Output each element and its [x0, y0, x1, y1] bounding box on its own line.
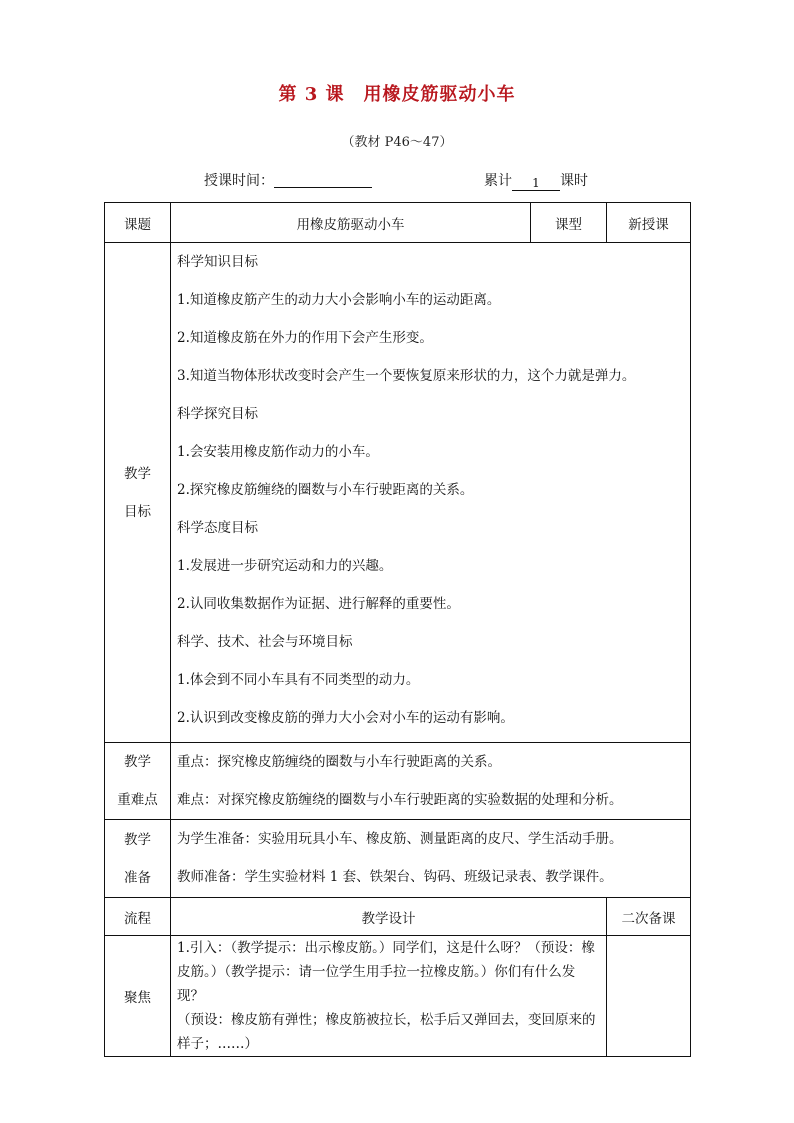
- topic-value: 用橡皮筋驱动小车: [171, 203, 531, 243]
- teacher-prep-line: 教师准备：学生实验材料 1 套、铁架台、钩码、班级记录表、教学课件。: [177, 869, 613, 885]
- goal-line: 2.认同收集数据作为证据、进行解释的重要性。: [177, 596, 460, 612]
- goal-line: 1.会安装用橡皮筋作动力的小车。: [177, 444, 379, 460]
- focus-line: 样子；……）: [177, 1036, 258, 1052]
- type-value: 新授课: [607, 203, 691, 243]
- focus-line: （预设：橡皮筋有弹性；橡皮筋被拉长，松手后又弹回去，变回原来的: [177, 1012, 596, 1028]
- textbook-pages: （教材 P46～47）: [341, 135, 453, 150]
- goal-line: 科学、技术、社会与环境目标: [177, 634, 353, 650]
- teaching-time-label: 授课时间：: [204, 173, 274, 189]
- topic-row: [105, 203, 691, 243]
- focus-line: 1.引入：（教学提示：出示橡皮筋。）同学们，这是什么呀？（预设：橡: [177, 940, 595, 956]
- teaching-time-blank[interactable]: [274, 173, 372, 188]
- goal-line: 科学态度目标: [177, 520, 258, 536]
- lesson-plan-table: [104, 202, 691, 1057]
- focus-content: [171, 936, 607, 1057]
- goal-line: 科学探究目标: [177, 406, 258, 422]
- lesson-title: 第 3 课 用橡皮筋驱动小车: [278, 84, 516, 105]
- design-header: 教学设计: [171, 898, 607, 936]
- difficult-point-line: 难点：对探究橡皮筋缠绕的圈数与小车行驶距离的实验数据的处理和分析。: [177, 792, 623, 808]
- second-prep-header: 二次备课: [607, 898, 691, 936]
- key-point-line: 重点：探究橡皮筋缠绕的圈数与小车行驶距离的关系。: [177, 754, 501, 770]
- goal-line: 2.知道橡皮筋在外力的作用下会产生形变。: [177, 330, 433, 346]
- prep-label: 教学 准备: [105, 820, 171, 898]
- goal-line: 科学知识目标: [177, 254, 258, 270]
- goals-row: [105, 243, 691, 743]
- student-prep-line: 为学生准备：实验用玩具小车、橡皮筋、测量距离的皮尺、学生活动手册。: [177, 831, 623, 847]
- prep-content: [171, 820, 691, 898]
- goal-line: 1.体会到不同小车具有不同类型的动力。: [177, 672, 420, 688]
- goal-line: 1.知道橡皮筋产生的动力大小会影响小车的运动距离。: [177, 292, 501, 308]
- goals-content: [171, 243, 691, 743]
- focus-row: [105, 936, 691, 1057]
- type-label: 课型: [531, 203, 607, 243]
- focus-label: 聚焦: [105, 936, 171, 1057]
- teaching-time: [204, 170, 372, 190]
- flow-header: 流程: [105, 898, 171, 936]
- goal-line: 3.知道当物体形状改变时会产生一个要恢复原来形状的力，这个力就是弹力。: [177, 368, 636, 384]
- goals-label: 教学 目标: [105, 243, 171, 743]
- topic-label: 课题: [105, 203, 171, 243]
- second-prep-cell[interactable]: [607, 936, 691, 1057]
- goal-line: 1.发展进一步研究运动和力的兴趣。: [177, 558, 393, 574]
- key-points-label: 教学 重难点: [105, 743, 171, 820]
- flow-header-row: [105, 898, 691, 936]
- total-hours: [484, 170, 588, 191]
- total-hours-prefix: 累计: [484, 173, 512, 189]
- key-points-row: [105, 743, 691, 820]
- goal-line: 2.认识到改变橡皮筋的弹力大小会对小车的运动有影响。: [177, 710, 514, 726]
- total-hours-value: 1: [512, 176, 560, 191]
- key-points-content: [171, 743, 691, 820]
- focus-line: 皮筋。）（教学提示：请一位学生用手拉一拉橡皮筋。）你们有什么发现？: [177, 964, 576, 1004]
- total-hours-suffix: 课时: [560, 173, 588, 189]
- goal-line: 2.探究橡皮筋缠绕的圈数与小车行驶距离的关系。: [177, 482, 474, 498]
- prep-row: [105, 820, 691, 898]
